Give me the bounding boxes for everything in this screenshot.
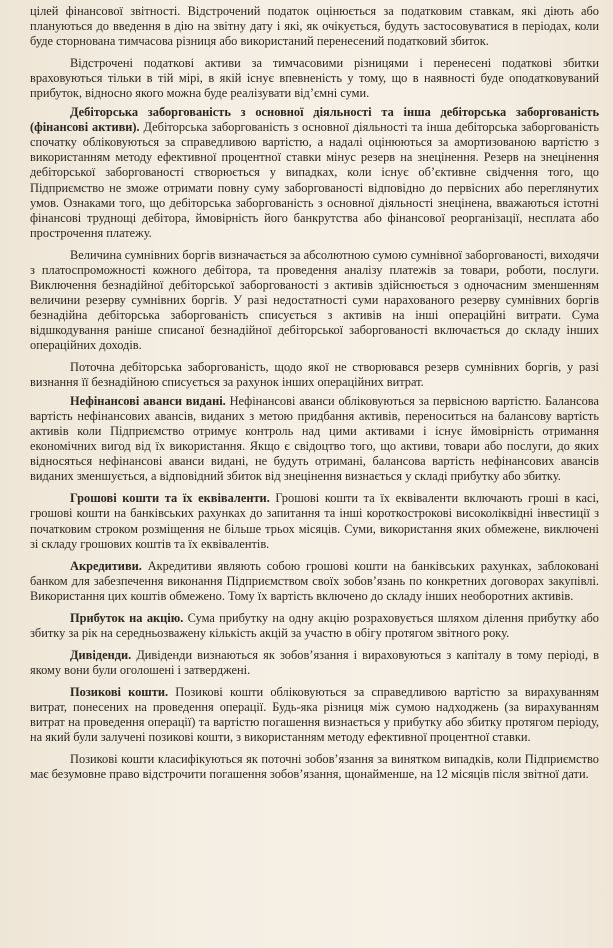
- paragraph-text: Позикові кошти класифікуються як поточні зобов’язання за винятком випадків, коли Підприємство має безумовне право відстрочити погашення зобов’язання, щонайменше, на 12 місяців після звітної дати.: [30, 752, 599, 782]
- paragraph-borrowings-classification: [30, 752, 599, 782]
- section-heading: Нефінансові аванси видані.: [70, 394, 226, 409]
- section-heading: Прибуток на акцію.: [70, 610, 184, 625]
- paragraph-doubtful-debts: [30, 248, 599, 353]
- paragraph-text: Нефінансові аванси обліковуються за первісною вартістю. Балансова вартість нефінансових авансів, виданих з метою придбання активів, переноситься на балансову вартість активів коли Підприємство отримує контроль над цими активами і існує ймовірність отримання економічних вигод від їх використання. Якщо є свідоцтво того, що активи, товари або послуги, до яких відносяться нефінансові аванси видані, не будуть отримані, балансова вартість нефінансових авансів виданих зменшується, а відповідний збиток від знецінення визнається у складі прибутку або збитку.: [30, 394, 599, 484]
- section-heading: Акредитиви.: [70, 558, 142, 573]
- paragraph-receivables: [30, 105, 599, 240]
- paragraph-text: Позикові кошти обліковуються за справедливою вартістю за вирахуванням витрат, понесених на проведення операції. Будь-яка різниця між сумою надходжень (за вирахуванням витрат на проведення операції) та вартістю погашення визнається у прибутку або збитку протягом періоду, на який були залучені позикові кошти, з використанням методу ефективної процентної ставки.: [30, 684, 599, 745]
- paragraph-text: Дивіденди визнаються як зобов’язання і вираховуються з капіталу в тому періоді, в якому вони були оголошені і затверджені.: [30, 647, 599, 677]
- paragraph-dividends: [30, 648, 599, 678]
- section-heading: Позикові кошти.: [70, 684, 169, 699]
- paragraph-borrowings: [30, 685, 599, 745]
- paragraph-earnings-per-share: [30, 611, 599, 641]
- paragraph-deferred-tax-assets: [30, 56, 599, 101]
- paragraph-text: Поточна дебіторська заборгованість, щодо якої не створювався резерв сумнівних боргів, у разі визнання її безнадійною списується за рахунок інших операційних витрат.: [30, 360, 599, 390]
- paragraph-text: Дебіторська заборгованість з основної діяльності та інша дебіторська заборгованість спочатку обліковуються за справедливою вартістю, а надалі оцінюються за амортизованою вартістю з використанням методу ефективної процентної ставки мінус резерв на знецінення. Резерв на знецінення дебіторської заборгованості створюється у випадках, коли існує об’єктивне свідчення того, що Підприємство не зможе отримати повну суму заборгованості відповідно до первісних або переглянутих умов. Ознаками того, що дебіторська заборгованість з основної діяльності знецінена, вважаються істотні фінансові труднощі дебітора, ймовірність його банкрутства або фінансової реорганізації, несплата або прострочення платежу.: [30, 120, 599, 240]
- paragraph-non-financial-advances: [30, 394, 599, 484]
- paragraph-current-receivables: [30, 360, 599, 390]
- paragraph-text: Відстрочені податкові активи за тимчасовими різницями і перенесені податкові збитки враховуються тільки в тій мірі, в якій існує впевненість у тому, що в наявності буде оподатковуваний прибуток, відносно якого можна буде реалізувати від’ємні суми.: [30, 56, 599, 101]
- section-heading: Дебіторська заборгованість з основної діяльності та інша дебіторська заборгованість (фінансові активи).: [30, 105, 599, 135]
- paragraph-text: Грошові кошти та їх еквіваленти включають гроші в касі, грошові кошти на банківських рахунках до запитання та інші короткострокові високоліквідні інвестиції з початковим строком розміщення не більше трьох місяців. Суми, використання яких обмежене, виключені зі складу грошових коштів та їх еквівалентів.: [30, 491, 599, 551]
- paragraph-letters-of-credit: [30, 559, 599, 604]
- paragraph-text: Акредитиви являють собою грошові кошти на банківських рахунках, заблоковані банком для забезпечення виконання Підприємством своїх зобов’язань по конкретних договорах закупівлі. Використання цих коштів обмежено. Тому їх вартість включено до складу інших необоротних активів.: [30, 558, 599, 603]
- paragraph-deferred-tax-end: [30, 4, 599, 49]
- section-heading: Дивіденди.: [70, 647, 132, 662]
- paragraph-text: Величина сумнівних боргів визначається за абсолютною сумою сумнівної заборгованості, виходячи з платоспроможності кожного дебітора, та проведення аналізу платежів за товари, роботи, послуги. Виключення безнадійної дебіторської заборгованості з активів здійснюється з одночасним зменшенням величини резерву сумнівних боргів. У разі недостатності суми нарахованого резерву сумнівних боргів безнадійна дебіторська заборгованість списується з активів на інші операційні витрати. Сума відшкодування раніше списаної безнадійної дебіторської заборгованості включається до складу інших операційних доходів.: [30, 247, 599, 352]
- paragraph-text: Сума прибутку на одну акцію розраховується шляхом ділення прибутку або збитку за рік на середньозважену кількість акцій за участю в обігу протягом звітного року.: [30, 610, 599, 640]
- paragraph-cash: [30, 491, 599, 551]
- paragraph-text: цілей фінансової звітності. Відстрочений податок оцінюється за податковим ставкам, які діють або плануються до введення в дію на звітну дату і які, як очікується, будуть застосовуватися в періодах, коли буде сторнована тимчасова різниця або використаний перенесений податковий збиток.: [30, 4, 599, 49]
- section-heading: Грошові кошти та їх еквіваленти.: [70, 491, 270, 506]
